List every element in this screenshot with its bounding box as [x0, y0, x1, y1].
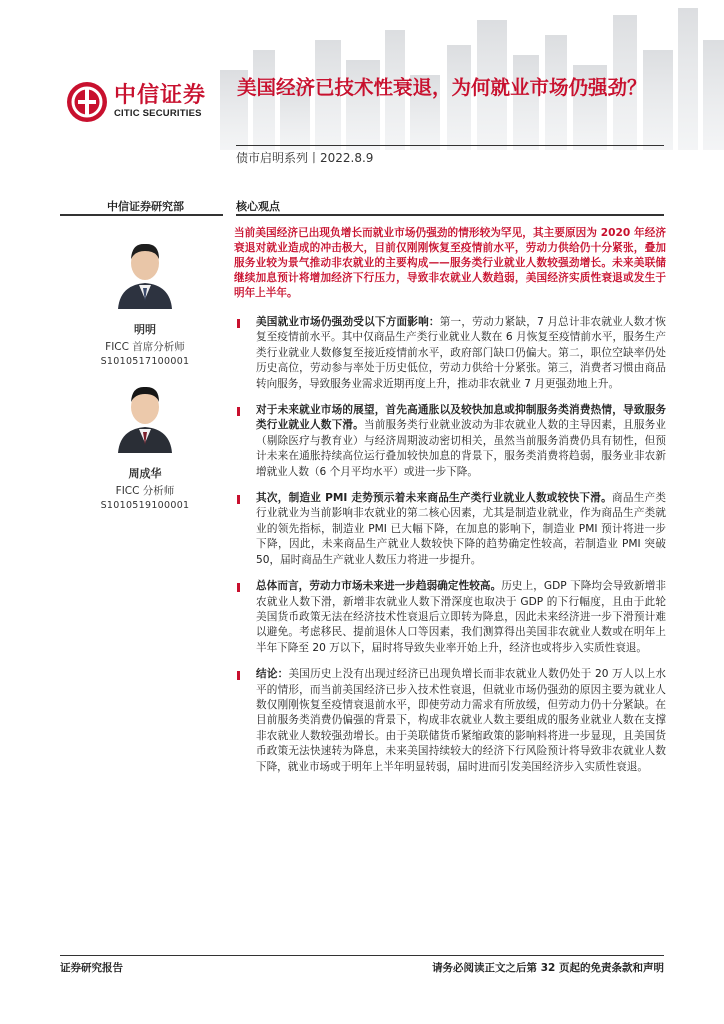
key-point-lead: 对于未来就业市场的展望，首先高通胀以及较快加息或抑制服务类消费热情，导致服务类行业就业人数下滑。: [256, 404, 666, 432]
analyst-license-id: S1010519100001: [100, 500, 190, 511]
bullet-marker-icon: [237, 407, 240, 416]
bullet-marker-icon: [237, 671, 240, 680]
key-point: [236, 579, 666, 656]
company-logo: [66, 80, 221, 124]
analyst-card: [90, 377, 200, 511]
department-divider: [60, 214, 223, 216]
key-point: [236, 403, 666, 480]
key-point-lead: 结论：: [256, 668, 289, 681]
key-point-body: 历史上，GDP 下降均会导致新增非农就业人数下滑，新增非农就业人数下滑深度也取决于 GDP 的下行幅度，且由于此轮美国货币政策无法在经济技术性衰退后立即转为降息，因此未来经济进一步下滑预计难以避免。考虑移民、提前退休人口等因素，我们测算得出美国非农就业人数或在明年上半年下降至 20 万以下，届时将导致失业率开始上升，经济也或将步入实质性衰退。: [256, 580, 667, 654]
key-point-body: 第一，劳动力紧缺，7 月总计非农就业人数才恢复至疫情前水平。其中仅商品生产类行业就业人数在 6 月恢复至疫情前水平，服务生产类行业就业人数修复至接近疫情前水平，政府部门缺口仍偏大。第二，职位空缺率仍处历史高位，劳动参与率处于历史低位，劳动力供给十分紧张。第三，消费者习惯由商品转向服务，导致服务业需求近期再度上升，推动非农就业 7 月更强劲地上升。: [256, 316, 666, 390]
footer-disclaimer: 请务必阅读正文之后第 32 页起的免责条款和声明: [432, 962, 664, 974]
key-points-list: [236, 315, 666, 786]
analyst-name: 明明: [134, 323, 156, 336]
analyst-photo-icon: [110, 377, 180, 453]
citic-logo-icon: [66, 81, 108, 123]
footer-divider: [60, 955, 664, 956]
analyst-role: FICC 分析师: [115, 485, 175, 497]
core-summary: 当前美国经济已出现负增长而就业市场仍强劲的情形较为罕见，其主要原因为 2020 年经济衰退对就业造成的冲击极大，目前仅刚刚恢复至疫情前水平，劳动力供给仍十分紧张，叠加服务业较为景气推动非农就业的主要构成——服务类行业就业人数较强劲增长。未来美联储继续加息预计将增加经济下行压力，导致非农就业人数趋弱，美国经济实质性衰退或发生于明年上半年。: [234, 227, 666, 299]
analyst-role: FICC 首席分析师: [105, 341, 185, 353]
key-point-lead: 总体而言，劳动力市场未来进一步趋弱确定性较高。: [256, 580, 502, 593]
key-point-lead: 其次，制造业 PMI 走势预示着未来商品生产类行业就业人数或较快下滑。: [256, 492, 612, 505]
key-point-body: 美国历史上没有出现过经济已出现负增长而非农就业人数仍处于 20 万人以上水平的情形，而当前美国经济已步入技术性衰退，但就业市场仍强劲的原因主要为就业人数仅刚刚恢复至疫情衰退前水平，即使劳动力需求有所放缓，但劳动力仍十分紧缺。在目前服务类消费仍偏强的背景下，构成非农就业人数主要组成的服务业就业人数在支撑非农就业人数较强劲增长。由于美联储货币紧缩政策的影响料将进一步显现，且美国货币政策无法快速转为降息，未来美国持续较大的经济下行风险预计将导致非农就业人数下降，就业市场或于明年上半年明显转弱，届时进而引发美国经济步入实质性衰退。: [256, 668, 666, 773]
footer-report-type: 证券研究报告: [60, 962, 123, 974]
report-title: 美国经济已技术性衰退，为何就业市场仍强劲？: [237, 76, 647, 99]
analyst-license-id: S1010517100001: [100, 356, 190, 367]
key-point-body: 当前服务类行业就业波动为非农就业人数的主导因素，且服务业（剔除医疗与教育业）与经济周期波动密切相关，虽然当前服务消费仍具有韧性，但预计未来在通胀持续高位运行叠加较快加息的背景下，服务类消费将趋弱，服务业非农新增就业人数（6 个月平均水平）或进一步下降。: [256, 419, 667, 478]
logo-name-cn: 中信证券: [114, 83, 207, 108]
key-point: [236, 315, 666, 392]
core-views-label: 核心观点: [236, 200, 280, 213]
logo-name-en: CITIC SECURITIES: [114, 108, 202, 119]
analyst-card: [90, 233, 200, 367]
key-point-lead: 美国就业市场仍强劲受以下方面影响：: [256, 316, 440, 328]
bullet-marker-icon: [237, 583, 240, 592]
series-and-date: 债市启明系列丨2022.8.9: [236, 151, 374, 165]
bullet-marker-icon: [237, 319, 240, 328]
bullet-marker-icon: [237, 495, 240, 504]
key-point: [236, 667, 666, 775]
key-point: [236, 491, 666, 568]
department-label: 中信证券研究部: [107, 200, 184, 213]
title-divider: [236, 145, 664, 146]
core-views-divider: [236, 214, 664, 216]
analyst-name: 周成华: [128, 467, 162, 480]
key-point-body: 商品生产类行业就业为当前影响非农就业的第二核心因素，尤其是制造业就业，作为商品生产类就业的领先指标，制造业 PMI 已大幅下降，在加息的影响下，制造业 PMI 预计将进一步下降，因此，未来商品生产就业人数较快下降的趋势确定性较高，若制造业 PMI 突破 50，届时商品生产就业人数压力将进一步提升。: [256, 492, 667, 566]
analyst-photo-icon: [110, 233, 180, 309]
